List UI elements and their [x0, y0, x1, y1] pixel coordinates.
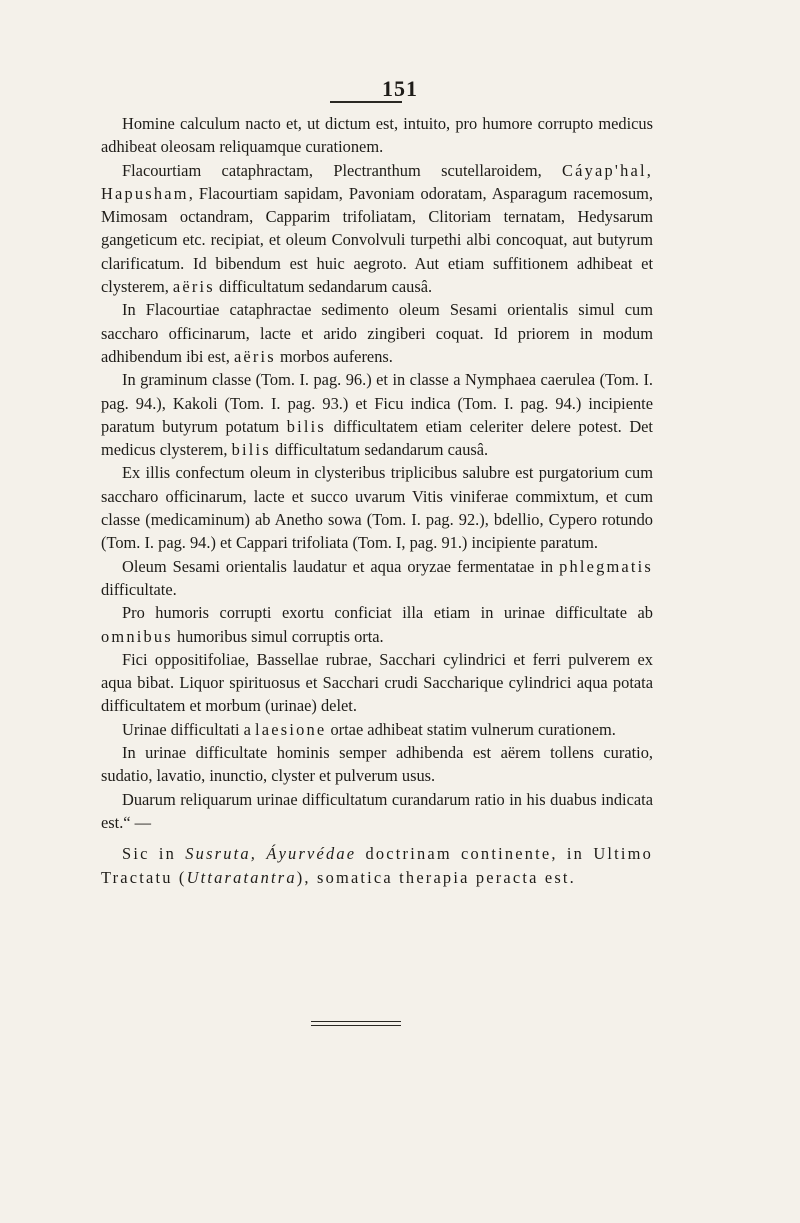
spaced-text-run: omnibus: [101, 626, 173, 646]
page-number: 151: [382, 76, 418, 101]
text-run: morbos auferens.: [275, 346, 393, 366]
paragraph: [101, 555, 653, 602]
spaced-text-run: doctrinam continente, in Ultimo Tractatu (: [101, 844, 653, 887]
text-run: difficultatum sedandarum causâ.: [214, 277, 433, 297]
spaced-text-run: aëris: [233, 346, 276, 366]
paragraph: [101, 368, 653, 461]
spaced-text-run: aëris: [172, 277, 215, 297]
body-text: [101, 112, 653, 889]
text-run: Oleum Sesami orientalis laudatur et aqua oryzae fermentatae in: [122, 556, 560, 576]
spaced-text-run: Uttaratantra: [186, 867, 297, 887]
text-run: Homine calculum nacto et, ut dictum est, intuito, pro humore corrupto medicus adhibeat oleosam reliquamque curationem.: [101, 114, 653, 157]
spaced-text-run: bilis: [286, 416, 327, 436]
footer-rule: [311, 1021, 401, 1022]
text-run: ortae adhibeat statim vulnerum curationem.: [326, 719, 616, 739]
paragraph: [101, 788, 653, 835]
spaced-text-run: Cáyap'hal, Hapusham: [101, 160, 653, 203]
paragraph: [101, 112, 653, 159]
text-run: In Flacourtiae cataphractae sedimento oleum Sesami orientalis simul cum saccharo officinarum, lacte et arido zingiberi coquat. Id priorem in modum adhibendum ibi est,: [101, 300, 653, 366]
text-run: In urinae difficultate hominis semper adhibenda est aërem tollens curatio, sudatio, lavatio, inunctio, clyster et pulverum usus.: [101, 743, 653, 786]
spaced-text-run: bilis: [231, 440, 271, 460]
text-run: difficultatum sedandarum causâ.: [270, 440, 489, 460]
paragraph: [101, 718, 653, 741]
text-run: Duarum reliquarum urinae difficultatum curandarum ratio in his duabus indicata est.“ —: [101, 789, 653, 832]
text-run: Ex illis confectum oleum in clysteribus triplicibus salubre est purgatorium cum saccharo officinarum, lacte et succo uvarum Vitis viniferae commixtum, et cum classe (medicaminum) ab Anetho sowa (Tom. I. pag. 92.), bdellio, Cypero rotundo (Tom. I. pag. 94.) et Cappari trifoliata (Tom. I, pag. 91.) incipiente paratum.: [101, 463, 653, 553]
text-run: Pro humoris corrupti exortu conficiat illa etiam in urinae difficultate ab: [122, 603, 653, 623]
spaced-text-run: ), somatica therapia peracta est.: [296, 867, 576, 887]
spaced-text-run: phlegmatis: [559, 556, 653, 576]
paragraph: [101, 648, 653, 718]
text-run: Fici oppositifoliae, Bassellae rubrae, Sacchari cylindrici et ferri pulverem ex aqua bibat. Liquor spirituosus et Sacchari crudi Saccharique cylindrici aqua potata difficultatem et morbum (urinae) delet.: [101, 649, 653, 716]
closing-paragraph: [101, 842, 653, 889]
paragraph: [101, 298, 653, 368]
text-run: Urinae difficultati a: [122, 719, 256, 739]
text-run: difficultate.: [101, 579, 177, 599]
text-run: difficultatem etiam celeriter delere potest. Det medicus clysterem,: [101, 416, 653, 460]
spaced-text-run: Sic in: [122, 844, 186, 864]
text-run: Flacourtiam cataphractam, Plectranthum scutellaroidem,: [122, 160, 563, 180]
text-run: , Flacourtiam sapidam, Pavoniam odoratam, Asparagum racemosum, Mimosam octandram, Capparim trifoliatam, Clitoriam ternatam, Hedysarum gangeticum etc. recipiat, et oleum Convolvuli turpethi albi concoquat, aut butyrum clarificatum. Id bibendum est huic aegroto. Aut etiam suffitionem adhibeat et clysterem,: [101, 183, 653, 297]
spaced-text-run: laesione: [255, 719, 327, 739]
paragraph: [101, 601, 653, 648]
text-run: humoribus simul corruptis orta.: [172, 626, 384, 646]
header-rule: [330, 101, 402, 103]
paragraph: [101, 159, 653, 299]
text-run: In graminum classe (Tom. I. pag. 96.) et in classe a Nymphaea caerulea (Tom. I. pag. 94.), Kakoli (Tom. I. pag. 93.) et Ficu indica (Tom. I. pag. 94.) incipiente paratum butyrum potatum: [101, 370, 653, 436]
paragraph: [101, 741, 653, 788]
spaced-text-run: Susruta, Áyurvédae: [185, 844, 357, 864]
paragraph: [101, 461, 653, 554]
